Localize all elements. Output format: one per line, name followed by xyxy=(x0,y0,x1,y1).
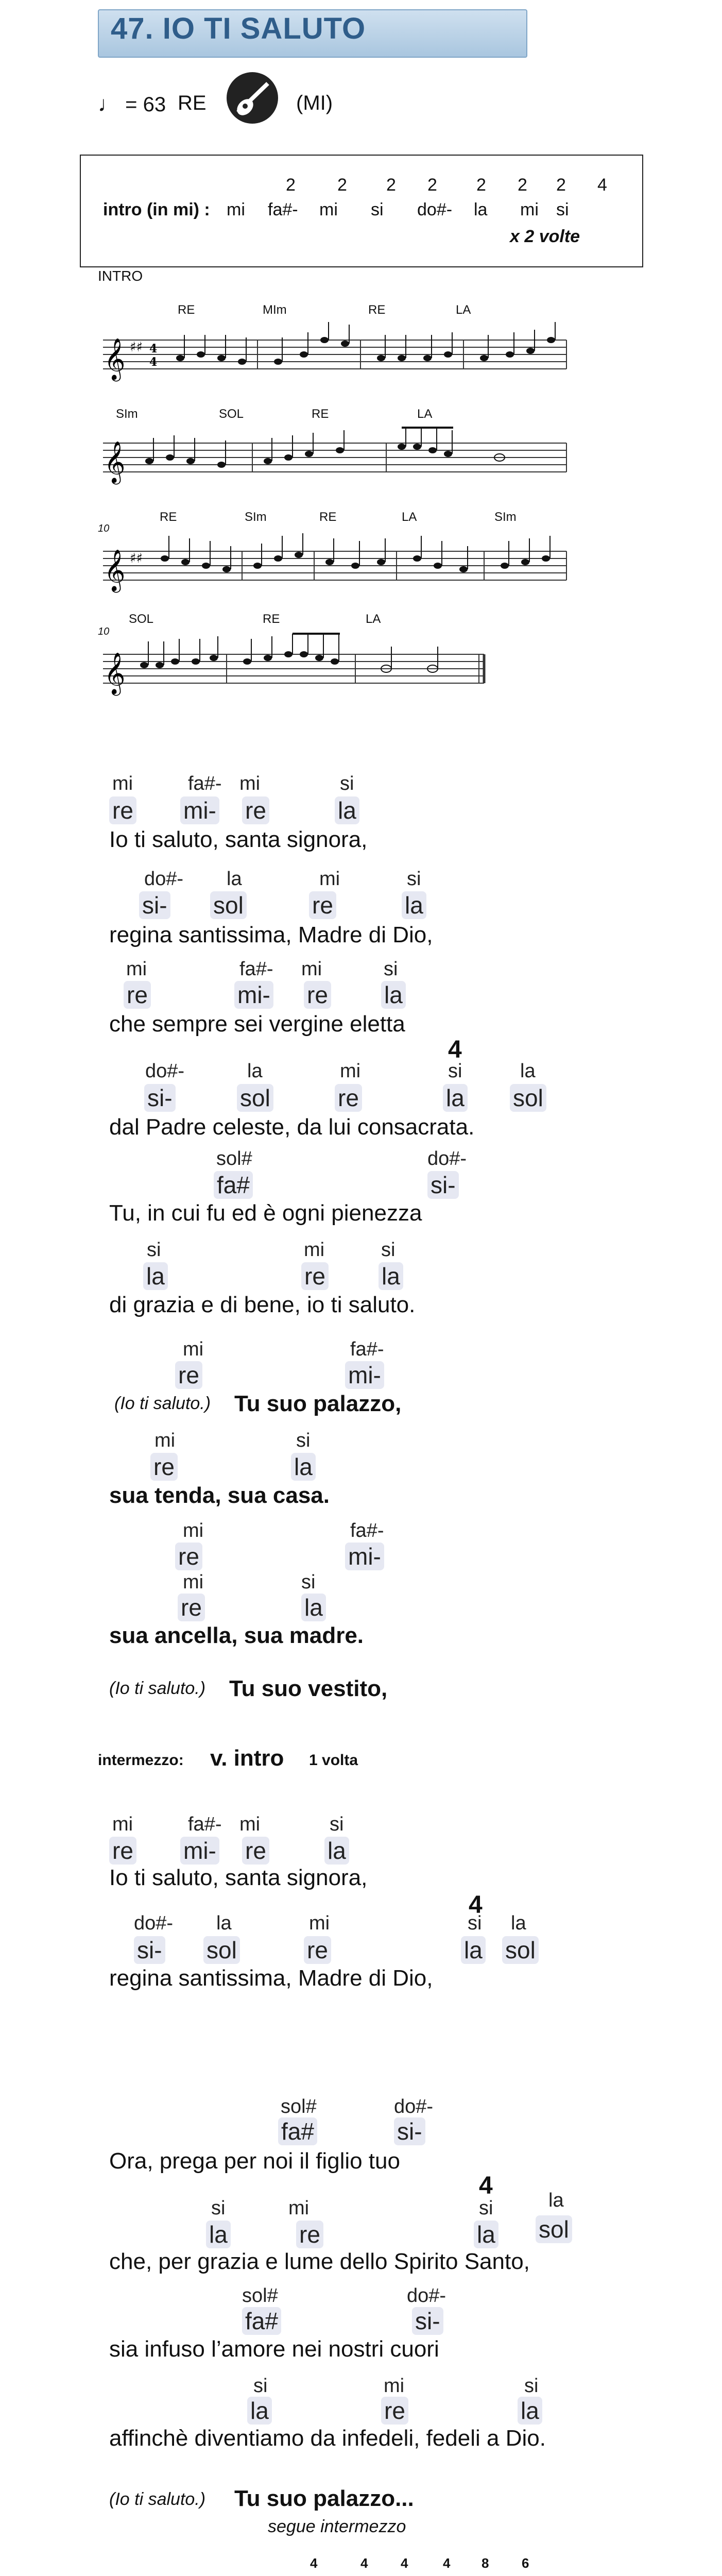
chord: si xyxy=(479,2197,493,2219)
count: 2 xyxy=(337,175,347,195)
chord: si xyxy=(296,1430,311,1451)
lyric-line: affinchè diventiamo da infedeli, fedeli a Dio. xyxy=(109,2426,546,2451)
chord: si xyxy=(330,1814,344,1835)
chord-highlight: fa# xyxy=(278,2117,317,2145)
count: 6 xyxy=(522,2555,529,2571)
chord-highlight: la xyxy=(379,1262,403,1290)
chord-highlight: mi- xyxy=(345,1543,384,1570)
tempo-mark: ♩ = 63 xyxy=(98,92,166,116)
chord-highlight: la xyxy=(443,1084,468,1112)
lyric-line: Tu suo palazzo... xyxy=(234,2486,414,2511)
chord: si xyxy=(556,200,569,219)
chord-highlight: sol xyxy=(203,1936,240,1964)
guitar-icon xyxy=(227,72,278,124)
staff-chord: RE xyxy=(312,407,329,421)
chord: la xyxy=(511,1912,526,1934)
chord-highlight: fa# xyxy=(214,1171,253,1199)
chord: la xyxy=(247,1060,263,1082)
count: 4 xyxy=(597,175,607,195)
count: 2 xyxy=(427,175,437,195)
staff-chord: SIm xyxy=(494,510,517,524)
lyric-line: sia infuso l’amore nei nostri cuori xyxy=(109,2336,439,2362)
chord-highlight: sol xyxy=(237,1084,273,1112)
chord-highlight: mi- xyxy=(180,1837,219,1865)
svg-text:♯♯: ♯♯ xyxy=(130,551,143,566)
chord: si xyxy=(147,1239,161,1261)
chord-highlight: la xyxy=(381,981,406,1009)
chord-highlight: re xyxy=(109,796,136,824)
chord-highlight: si- xyxy=(139,891,170,919)
chord: sol# xyxy=(242,2285,278,2307)
chord-highlight: si- xyxy=(427,1171,459,1199)
chord-highlight: la xyxy=(402,891,426,919)
chord-highlight: re xyxy=(242,1837,269,1865)
chord-highlight: la xyxy=(518,2397,542,2425)
chord-highlight: fa# xyxy=(242,2307,281,2335)
segue-note: segue intermezzo xyxy=(268,2517,406,2536)
treble-clef-icon: 𝄞 xyxy=(104,337,126,380)
chord: mi xyxy=(183,1338,204,1360)
chord: mi xyxy=(154,1430,176,1451)
chord-highlight: la xyxy=(143,1262,168,1290)
chord: la xyxy=(216,1912,232,1934)
chord: si xyxy=(340,773,354,794)
chord-highlight: re xyxy=(304,981,331,1009)
chord: la xyxy=(548,2190,564,2211)
staff-chord: MIm xyxy=(263,303,287,317)
chord-highlight: la xyxy=(206,2221,231,2248)
lyric-line: Ora, prega per noi il figlio tuo xyxy=(109,2148,400,2174)
chord: mi xyxy=(384,2375,405,2397)
chord: si xyxy=(384,958,398,980)
intro-label: INTRO xyxy=(98,268,143,284)
chord: si xyxy=(381,1239,396,1261)
treble-clef-icon: 𝄞 xyxy=(104,440,126,483)
chord: fa#- xyxy=(350,1520,384,1541)
intermezzo-label: intermezzo: xyxy=(98,1752,184,1769)
lyric-line: Tu, in cui fu ed è ogni pienezza xyxy=(109,1200,422,1226)
chord: mi xyxy=(340,1060,361,1082)
chord: mi xyxy=(183,1571,204,1593)
lyric-aside: (Io ti saluto.) xyxy=(109,1679,206,1698)
chord-highlight: sol xyxy=(502,1936,539,1964)
chord-highlight: si- xyxy=(134,1936,165,1964)
chord-highlight: la xyxy=(461,1936,486,1964)
quarter-note-icon: ♩ xyxy=(98,92,119,116)
treble-clef-icon: 𝄞 xyxy=(104,652,126,694)
lyric-line: Io ti saluto, santa signora, xyxy=(109,827,368,852)
intermezzo-note: 1 volta xyxy=(309,1752,358,1769)
chord: si xyxy=(407,868,421,890)
chord: si xyxy=(468,1912,482,1934)
staff-chord: SOL xyxy=(219,407,244,421)
chord: mi xyxy=(520,200,539,219)
chord: do#- xyxy=(145,1060,185,1082)
chord: mi xyxy=(288,2197,310,2219)
chord: mi xyxy=(309,1912,330,1934)
page-title: 47. IO TI SALUTO xyxy=(111,12,366,45)
chord-highlight: la xyxy=(291,1453,316,1481)
measure-number: 10 xyxy=(98,523,110,534)
music-staff xyxy=(98,629,489,706)
chord-highlight: la xyxy=(301,1594,326,1621)
chord-highlight: re xyxy=(381,2397,408,2425)
chord: sol# xyxy=(216,1148,252,1170)
chord: do#- xyxy=(394,2096,434,2117)
chord: do#- xyxy=(144,868,184,890)
chord: mi xyxy=(319,868,340,890)
chord: fa#- xyxy=(239,958,273,980)
chord-highlight: la xyxy=(335,796,359,824)
repeat-note: x 2 volte xyxy=(510,227,580,246)
key-left: RE xyxy=(178,92,207,114)
staff-chord: LA xyxy=(366,612,381,626)
chord-highlight: re xyxy=(301,1262,329,1290)
lyric-line: Io ti saluto, santa signora, xyxy=(109,1865,368,1890)
chord: do#- xyxy=(407,2285,446,2307)
count: 2 xyxy=(518,175,527,195)
chord: si xyxy=(301,1571,316,1593)
staff-chord: RE xyxy=(368,303,386,317)
chord: mi xyxy=(126,958,147,980)
chord: do#- xyxy=(417,200,453,219)
chord-highlight: la xyxy=(474,2221,498,2248)
lyric-line: che, per grazia e lume dello Spirito Santo, xyxy=(109,2249,530,2274)
lyric-line: regina santissima, Madre di Dio, xyxy=(109,1965,433,1991)
guitar-capo-icon xyxy=(227,72,278,124)
chord: la xyxy=(520,1060,536,1082)
chord: fa#- xyxy=(188,773,222,794)
chord: fa#- xyxy=(350,1338,384,1360)
chord-highlight: re xyxy=(109,1837,136,1865)
lyric-aside: (Io ti saluto.) xyxy=(109,2489,206,2509)
count: 2 xyxy=(286,175,296,195)
chord: la xyxy=(474,200,488,219)
count: 4 xyxy=(443,2555,451,2571)
music-staff xyxy=(98,319,572,392)
svg-text:♯♯: ♯♯ xyxy=(130,340,143,355)
count: 2 xyxy=(556,175,566,195)
chord-highlight: la xyxy=(247,2397,272,2425)
chord: do#- xyxy=(134,1912,174,1934)
staff-chord: RE xyxy=(319,510,337,524)
chord-highlight: si- xyxy=(144,1084,176,1112)
chord: si xyxy=(211,2197,226,2219)
staff-chord: RE xyxy=(160,510,177,524)
count: 4 xyxy=(401,2555,408,2571)
treble-clef-icon: 𝄞 xyxy=(104,549,126,591)
chord: mi xyxy=(319,200,338,219)
staff-chord: RE xyxy=(178,303,195,317)
chord: si xyxy=(371,200,384,219)
beat-count: 4 xyxy=(479,2172,493,2199)
chord-highlight: re xyxy=(175,1543,202,1570)
staff-chord: RE xyxy=(263,612,280,626)
count: 2 xyxy=(476,175,486,195)
chord-highlight: re xyxy=(150,1453,178,1481)
measure-number: 10 xyxy=(98,626,110,637)
chord: si xyxy=(448,1060,462,1082)
chord: mi xyxy=(112,773,133,794)
key-right: (MI) xyxy=(296,92,333,114)
chord-highlight: re xyxy=(309,891,336,919)
chord: sol# xyxy=(281,2096,317,2117)
chord-highlight: re xyxy=(296,2221,323,2248)
count: 4 xyxy=(310,2555,318,2571)
lyric-aside: (Io ti saluto.) xyxy=(114,1394,211,1413)
staff-chord: SIm xyxy=(245,510,267,524)
chord-highlight: re xyxy=(304,1936,331,1964)
chord: mi xyxy=(183,1520,204,1541)
intermezzo-text: v. intro xyxy=(210,1745,284,1771)
chord-highlight: mi- xyxy=(180,796,219,824)
staff-chord: SIm xyxy=(116,407,138,421)
chord-highlight: re xyxy=(242,796,269,824)
count: 4 xyxy=(360,2555,368,2571)
lyric-line: sua tenda, sua casa. xyxy=(109,1483,330,1508)
chord-highlight: sol xyxy=(510,1084,546,1112)
chord-highlight: si- xyxy=(412,2307,443,2335)
chord: mi xyxy=(304,1239,325,1261)
lyric-line: Tu suo vestito, xyxy=(229,1676,388,1701)
chord: si xyxy=(524,2375,539,2397)
lyric-line: dal Padre celeste, da lui consacrata. xyxy=(109,1114,475,1140)
chord: fa#- xyxy=(188,1814,222,1835)
lyric-line: di grazia e di bene, io ti saluto. xyxy=(109,1292,416,1317)
chord-highlight: la xyxy=(324,1837,349,1865)
chord-highlight: mi- xyxy=(234,981,273,1009)
staff-chord: SOL xyxy=(129,612,154,626)
chord: mi xyxy=(301,958,322,980)
music-staff xyxy=(98,526,572,603)
chord-highlight: re xyxy=(178,1594,205,1621)
staff-chord: LA xyxy=(417,407,433,421)
chord-highlight: sol xyxy=(210,891,247,919)
chord: la xyxy=(227,868,242,890)
chord-highlight: si- xyxy=(394,2117,425,2145)
chord: fa#- xyxy=(268,200,298,219)
lyric-line: sua ancella, sua madre. xyxy=(109,1623,364,1648)
music-staff xyxy=(98,422,572,495)
chord: mi xyxy=(239,773,261,794)
chord: mi xyxy=(239,1814,261,1835)
staff-chord: LA xyxy=(456,303,471,317)
chord: do#- xyxy=(427,1148,467,1170)
chord: mi xyxy=(112,1814,133,1835)
beat-count: 4 xyxy=(448,1036,462,1063)
chord-highlight: re xyxy=(335,1084,362,1112)
chord-highlight: re xyxy=(124,981,151,1009)
staff-chord: LA xyxy=(402,510,417,524)
lyric-line: Tu suo palazzo, xyxy=(234,1391,402,1416)
chord: mi xyxy=(227,200,245,219)
chord-highlight: re xyxy=(175,1361,202,1389)
beat-count: 4 xyxy=(469,1891,483,1919)
lyric-line: che sempre sei vergine eletta xyxy=(109,1011,405,1037)
chord: si xyxy=(253,2375,268,2397)
svg-text:4: 4 xyxy=(149,342,158,355)
chord-highlight: sol xyxy=(536,2215,572,2243)
lyric-line: regina santissima, Madre di Dio, xyxy=(109,922,433,947)
intro-box-label: intro (in mi) : xyxy=(103,200,210,219)
count: 2 xyxy=(386,175,396,195)
count: 8 xyxy=(482,2555,489,2571)
chord-highlight: mi- xyxy=(345,1361,384,1389)
svg-text:4: 4 xyxy=(149,355,158,369)
